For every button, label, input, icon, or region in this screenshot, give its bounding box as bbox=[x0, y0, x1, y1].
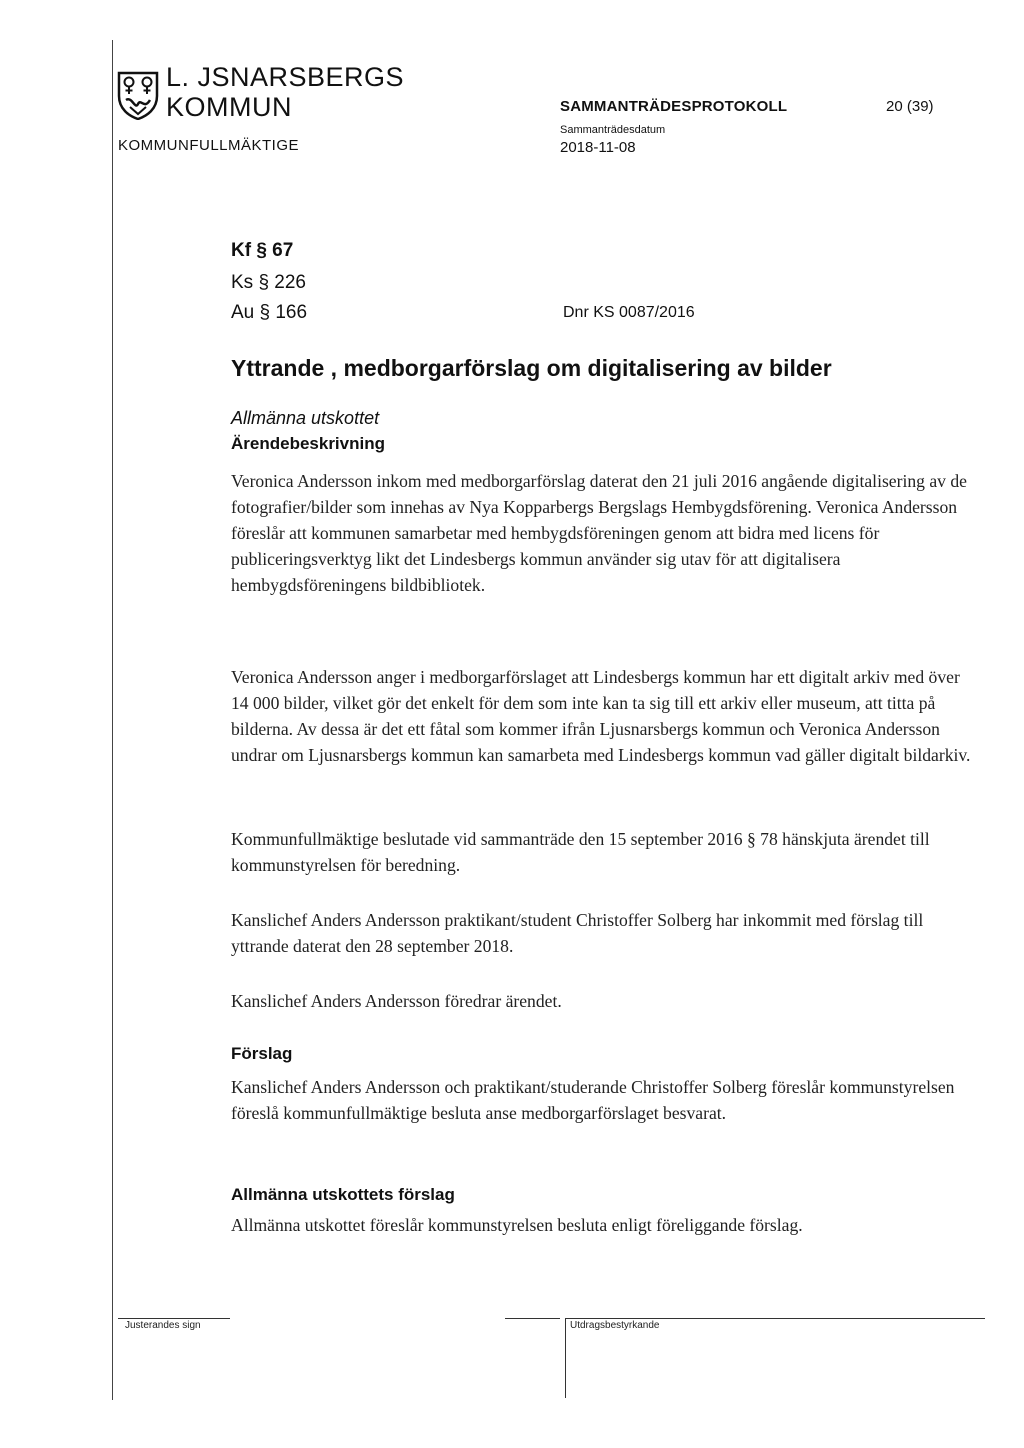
paragraph-2: Veronica Andersson anger i medborgarförslaget att Lindesbergs kommun har ett digitalt arkiv med över 14 000 bilder, vilket gör det enkelt för dem som inte kan ta sig till ett arkiv eller museum, att titta på bilderna. Av dessa är det ett fåtal som kommer ifrån Ljusnarsbergs kommun och Veronica Andersson undrar om Ljusnarsbergs kommun kan samarbeta med Lindesbergs kommun vad gäller digitalt bildarkiv. bbox=[231, 667, 971, 765]
ks-paragraph-ref: Ks § 226 bbox=[231, 272, 306, 293]
utdragsbestyrkande-label: Utdragsbestyrkande bbox=[570, 1320, 660, 1331]
description-heading: Ärendebeskrivning bbox=[231, 434, 385, 453]
page-number: 20 (39) bbox=[886, 98, 934, 115]
paragraph-7: Allmänna utskottet föreslår kommunstyrelsen besluta enligt föreliggande förslag. bbox=[231, 1215, 803, 1235]
page-title: Yttrande , medborgarförslag om digitalisering av bilder bbox=[231, 355, 832, 381]
meeting-date-label: Sammanträdesdatum bbox=[560, 124, 666, 136]
justerandes-sign-label: Justerandes sign bbox=[125, 1320, 201, 1331]
municipal-crest-logo bbox=[116, 70, 160, 120]
meeting-date: 2018-11-08 bbox=[560, 139, 636, 156]
paragraph-3: Kommunfullmäktige beslutade vid sammanträde den 15 september 2016 § 78 hänskjuta ärendet till kommunstyrelsen för beredning. bbox=[231, 829, 930, 875]
proposal-heading: Förslag bbox=[231, 1044, 293, 1063]
municipality-name-line1: L. JSNARSBERGS bbox=[166, 62, 405, 92]
paragraph-4: Kanslichef Anders Andersson praktikant/student Christoffer Solberg har inkommit med förslag till yttrande daterat den 28 september 2018. bbox=[231, 910, 924, 956]
paragraph-6: Kanslichef Anders Andersson och praktikant/studerande Christoffer Solberg föreslår kommunstyrelsen föreslå kommunfullmäktige besluta anse medborgarförslaget besvarat. bbox=[231, 1077, 955, 1123]
case-number: Dnr KS 0087/2016 bbox=[563, 304, 695, 321]
kf-paragraph-ref: Kf § 67 bbox=[231, 240, 294, 261]
footer-divider bbox=[565, 1318, 566, 1398]
paragraph-5: Kanslichef Anders Andersson föredrar ärendet. bbox=[231, 991, 562, 1011]
paragraph-1: Veronica Andersson inkom med medborgarförslag daterat den 21 juli 2016 angående digitalisering av de fotografier/bilder som innehas av Nya Kopparbergs Bergslags Hembygdsförening. Veronica Andersson föreslår att kommunen samarbetar med hembygdsföreningen genom att bidra med licens för publiceringsverktyg likt det Lindesbergs kommun använder sig utav för att digitalisera hembygdsföreningens bildbibliotek. bbox=[231, 471, 967, 595]
signature-line-right bbox=[565, 1318, 985, 1319]
committee-proposal-heading: Allmänna utskottets förslag bbox=[231, 1185, 455, 1204]
governing-body: KOMMUNFULLMÄKTIGE bbox=[118, 137, 300, 154]
signature-line-mid bbox=[505, 1318, 560, 1319]
au-paragraph-ref: Au § 166 bbox=[231, 302, 308, 323]
committee-name: Allmänna utskottet bbox=[231, 408, 380, 428]
left-margin-rule bbox=[112, 40, 113, 1400]
document-type: SAMMANTRÄDESPROTOKOLL bbox=[560, 98, 788, 115]
signature-line-left bbox=[118, 1318, 230, 1319]
municipality-name-line2: KOMMUN bbox=[166, 92, 292, 122]
